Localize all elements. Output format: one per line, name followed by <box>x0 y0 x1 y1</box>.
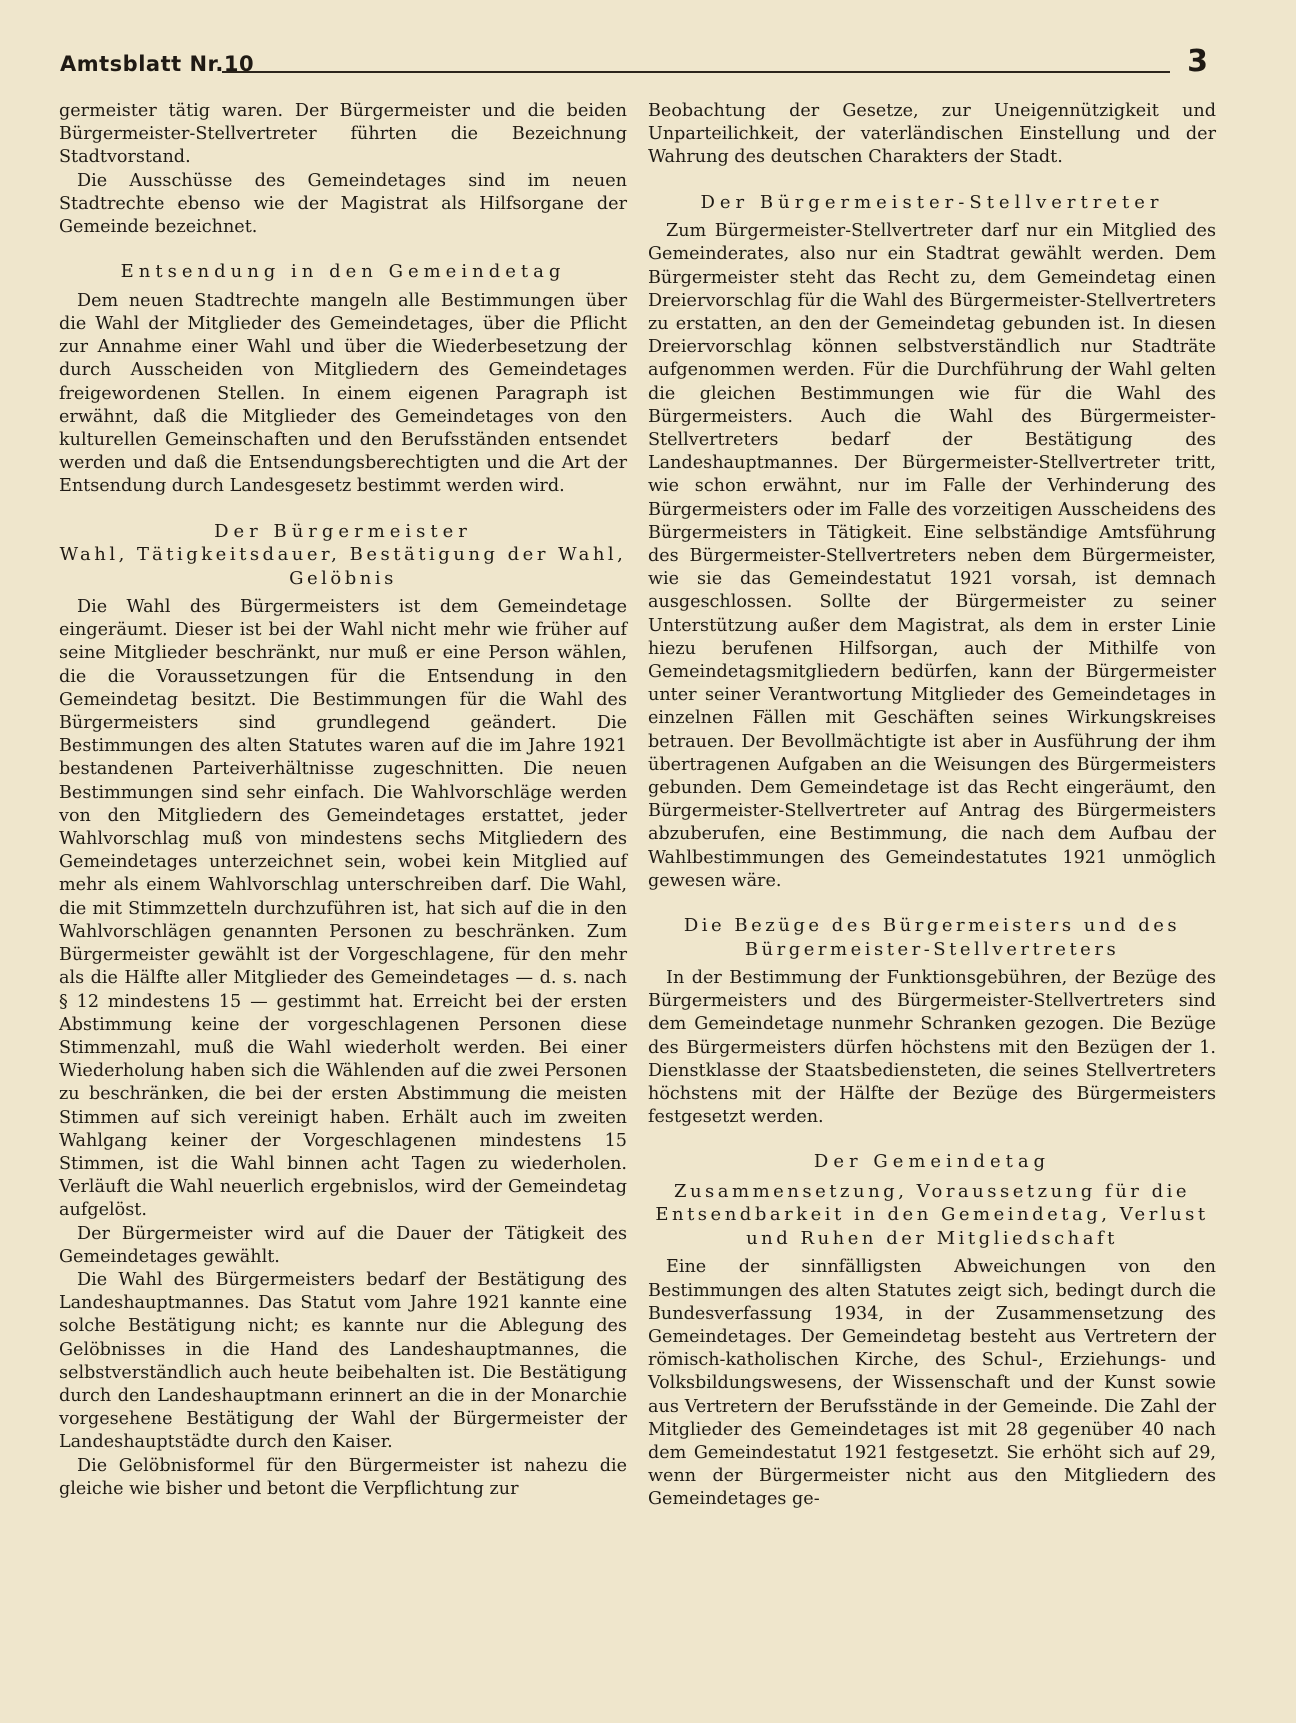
header-rule <box>222 71 1170 73</box>
paragraph: Die Gelöbnisformel für den Bürgermeister ist nahezu die gleiche wie bisher und betont die Verpflichtung zur <box>59 1455 627 1499</box>
section-heading: Der Bürgermeister-Stellvertreter <box>700 191 1164 213</box>
paragraph: germeister tätig waren. Der Bürgermeister und die beiden Bürgermeister-Stellvertreter führten die Bezeichnung Stadtvorstand. <box>59 101 627 168</box>
paragraph: In der Bestimmung der Funktionsgebühren, der Bezüge des Bürgermeisters und des Bürgermeister-Stellvertreters sind dem Gemeindetage nunmehr Schranken gezogen. Die Bezüge des Bürgermeisters dürfen höchstens mit den Bezügen der 1. Dienstklasse der Staatsbediensteten, die seines Stellvertreters höchstens mit der Hälfte der Bezüge des Bürgermeisters festgesetzt werden. <box>648 968 1216 1128</box>
section-heading: Der Gemeindetag <box>813 1151 1051 1173</box>
paragraph: Die Ausschüsse des Gemeindetages sind im neuen Stadtrechte ebenso wie der Magistrat als Hilfsorgane der Gemeinde bezeichnet. <box>59 170 627 238</box>
publication-title: Amtsblatt Nr.10 <box>60 52 255 76</box>
page-number: 3 <box>1187 44 1208 79</box>
left-column <box>59 100 627 1501</box>
paragraph: Der Bürgermeister wird auf die Dauer der Tätigkeit des Gemeindetages gewählt. <box>59 1223 627 1267</box>
section-heading: Die Bezüge des Bürgermeisters und des Bürgermeister-Stellvertreters <box>683 915 1181 960</box>
section-subheading: Wahl, Tätigkeitsdauer, Bestätigung der Wahl, Gelöbnis <box>59 544 627 589</box>
right-column <box>648 100 1216 1512</box>
paragraph: Zum Bürgermeister-Stellvertreter darf nur ein Mitglied des Gemeinderates, also nur ein Stadtrat gewählt werden. Dem Bürgermeister steht das Recht zu, dem Gemeindetag einen Dreiervorschlag für die Wahl des Bürgermeister-Stellvertreters zu erstatten, an den der Gemeindetag gebunden ist. In diesen Dreiervorschlag können selbstverständlich nur Stadträte aufgenommen werden. Für die Durchführung der Wahl gelten die gleichen Bestimmungen wie für die Wahl des Bürgermeisters. Auch die Wahl des Bürgermeister-Stellvertreters bedarf der Bestätigung des Landeshauptmannes. Der Bürgermeister-Stellvertreter tritt, wie schon erwähnt, nur im Falle der Verhinderung des Bürgermeisters oder im Falle des vorzeitigen Ausscheidens des Bürgermeisters in Tätigkeit. Eine selbständige Amtsführung des Bürgermeister-Stellvertreters neben dem Bürgermeister, wie sie das Gemeindestatut 1921 vorsah, ist demnach ausgeschlossen. Sollte der Bürgermeister zu seiner Unterstützung außer dem Magistrat, als dem in erster Linie hiezu berufenen Hilfsorgan, auch der Mithilfe von Gemeindetagsmitgliedern bedürfen, kann der Bürgermeister unter seiner Verantwortung Mitglieder des Gemeindetages in einzelnen Fällen mit Geschäften seines Wirkungskreises betrauen. Der Bevollmächtigte ist aber in Ausführung der ihm übertragenen Aufgaben an die Weisungen des Bürgermeisters gebunden. Dem Gemeindetage ist das Recht eingeräumt, den Bürgermeister-Stellvertreter auf Antrag des Bürgermeisters abzuberufen, eine Bestimmung, die nach dem Aufbau der Wahlbestimmungen des Gemeindestatutes 1921 unmöglich gewesen wäre. <box>648 221 1216 891</box>
paragraph: Die Wahl des Bürgermeisters bedarf der Bestätigung des Landeshauptmannes. Das Statut vom Jahre 1921 kannte eine solche Bestätigung nicht; es kannte nur die Ablegung des Gelöbnisses in die Hand des Landeshauptmannes, die selbstverständlich auch heute beibehalten ist. Die Bestätigung durch den Landeshauptmann erinnert an die in der Monarchie vorgesehene Bestätigung der Wahl der Bürgermeister der Landeshauptstädte durch den Kaiser. <box>59 1269 627 1453</box>
paragraph: Die Wahl des Bürgermeisters ist dem Gemeindetage eingeräumt. Dieser ist bei der Wahl nicht mehr wie früher auf seine Mitglieder beschränkt, nur muß er eine Person wählen, die die Voraussetzungen für die Entsendung in den Gemeindetag besitzt. Die Bestimmungen für die Wahl des Bürgermeisters sind grundlegend geändert. Die Bestimmungen des alten Statutes waren auf die im Jahre 1921 bestandenen Parteiverhältnisse zugeschnitten. Die neuen Bestimmungen sind sehr einfach. Die Wahlvorschläge werden von den Mitgliedern des Gemeindetages erstattet, jeder Wahlvorschlag muß von mindestens sechs Mitgliedern des Gemeindetages unterzeichnet sein, wobei kein Mitglied auf mehr als einem Wahlvorschlag unterschreiben darf. Die Wahl, die mit Stimmzetteln durchzuführen ist, hat sich auf die in den Wahlvorschlägen genannten Personen zu beschränken. Zum Bürgermeister gewählt ist der Vorgeschlagene, für den mehr als die Hälfte aller Mitglieder des Gemeindetages — d. s. nach § 12 mindestens 15 — gestimmt hat. Erreicht bei der ersten Abstimmung keine der vorgeschlagenen Personen diese Stimmenzahl, muß die Wahl wiederholt werden. Bei einer Wiederholung haben sich die Wählenden auf die zwei Personen zu beschränken, die bei der ersten Abstimmung die meisten Stimmen auf sich vereinigt haben. Erhält auch im zweiten Wahlgang keiner der Vorgeschlagenen mindestens 15 Stimmen, ist die Wahl binnen acht Tagen zu wiederholen. Verläuft die Wahl neuerlich ergebnislos, wird der Gemeindetag aufgelöst. <box>59 597 627 1221</box>
section-heading: Der Bürgermeister <box>214 520 472 542</box>
paragraph: Dem neuen Stadtrechte mangeln alle Bestimmungen über die Wahl der Mitglieder des Gemeindetages, über die Pflicht zur Annahme einer Wahl und über die Wiederbesetzung der durch Ausscheiden von Mitgliedern des Gemeindetages freigewordenen Stellen. In einem eigenen Paragraph ist erwähnt, daß die Mitglieder des Gemeindetages von den kulturellen Gemeinschaften und den Berufsständen entsendet werden und daß die Entsendungsberechtigten und die Art der Entsendung durch Landesgesetz bestimmt werden wird. <box>59 290 627 497</box>
section-heading: Entsendung in den Gemeindetag <box>120 261 566 283</box>
page-header <box>60 44 1212 84</box>
paragraph: Eine der sinnfälligsten Abweichungen von den Bestimmungen des alten Statutes zeigt sich, bedingt durch die Bundesverfassung 1934, in der Zusammensetzung des Gemeindetages. Der Gemeindetag besteht aus Vertretern der römisch-katholischen Kirche, des Schul-, Erziehungs- und Volksbildungswesens, der Wissenschaft und der Kunst sowie aus Vertretern der Berufsstände in der Gemeinde. Die Zahl der Mitglieder des Gemeindetages ist mit 28 gegenüber 40 nach dem Gemeindestatut 1921 festgesetzt. Sie erhöht sich auf 29, wenn der Bürgermeister nicht aus den Mitgliedern des Gemeindetages ge- <box>648 1257 1216 1510</box>
section-subheading: Zusammensetzung, Voraussetzung für die Entsendbarkeit in den Gemeindetag, Verlust und Ruhen der Mitgliedschaft <box>655 1180 1209 1249</box>
paragraph: Beobachtung der Gesetze, zur Uneigennützigkeit und Unparteilichkeit, der vaterländischen Einstellung und der Wahrung des deutschen Charakters der Stadt. <box>648 101 1216 168</box>
